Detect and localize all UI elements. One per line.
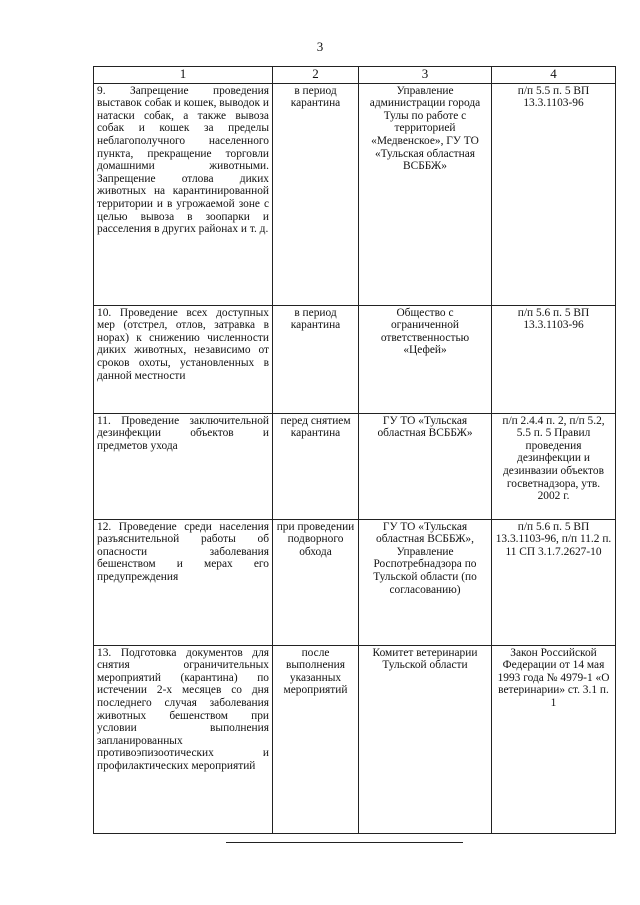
column-number: 2 [273, 67, 359, 84]
table-row [94, 413, 616, 519]
period-cell: после выполнения указанных мероприятий [273, 645, 359, 833]
responsible-cell: Управление администрации города Тулы по работе с территорией «Медвенское», ГУ ТО «Тульская областная ВСББЖ» [359, 83, 492, 305]
measure-cell: 13. Подготовка документов для снятия ограничительных мероприятий (карантина) по истечении 2-х месяцев со дня последнего случая заболевания животных бешенством при условии выполнения запланированных противоэпизоотических и профилактических мероприятий [94, 645, 273, 833]
measure-cell: 10. Проведение всех доступных мер (отстрел, отлов, затравка в норах) к снижению численности диких животных, независимо от сроков охоты, установленных в данной местности [94, 305, 273, 413]
period-cell: перед снятием карантина [273, 413, 359, 519]
responsible-cell: Общество с ограниченной ответственностью «Цефей» [359, 305, 492, 413]
column-number: 3 [359, 67, 492, 84]
closing-line [226, 842, 463, 843]
responsible-cell: ГУ ТО «Тульская областная ВСББЖ» [359, 413, 492, 519]
basis-cell: п/п 5.6 п. 5 ВП 13.3.1103-96 [492, 305, 616, 413]
table-row [94, 305, 616, 413]
period-cell: при проведении подворного обхода [273, 519, 359, 645]
basis-cell: Закон Российской Федерации от 14 мая 1993 года № 4979-1 «О ветеринарии» ст. 3.1 п. 1 [492, 645, 616, 833]
measure-cell: 11. Проведение заключительной дезинфекции объектов и предметов ухода [94, 413, 273, 519]
column-number: 4 [492, 67, 616, 84]
table-row [94, 83, 616, 305]
column-number-row [94, 67, 616, 84]
basis-cell: п/п 5.5 п. 5 ВП 13.3.1103-96 [492, 83, 616, 305]
period-cell: в период карантина [273, 305, 359, 413]
basis-cell: п/п 2.4.4 п. 2, п/п 5.2, 5.5 п. 5 Правил проведения дезинфекции и дезинвазии объектов госветнадзора, утв. 2002 г. [492, 413, 616, 519]
table-row [94, 645, 616, 833]
measure-cell: 12. Проведение среди населения разъяснительной работы об опасности заболевания бешенством и мерах его предупреждения [94, 519, 273, 645]
page-number: 3 [316, 39, 324, 54]
responsible-cell: ГУ ТО «Тульская областная ВСББЖ», Управление Роспотребнадзора по Тульской области (по согласованию) [359, 519, 492, 645]
responsible-cell: Комитет ветеринарии Тульской области [359, 645, 492, 833]
measures-table [93, 66, 616, 834]
measure-cell: 9. Запрещение проведения выставок собак и кошек, выводок и натаски собак, а также вывоза собак и кошек за пределы неблагополучного населенного пункта, прекращение торговли домашними животными. Запрещение отлова диких животных на карантинированной территории и в угрожаемой зоне с целью вывоза в зоопарки и расселения в других районах и т. д. [94, 83, 273, 305]
column-number: 1 [94, 67, 273, 84]
table-row [94, 519, 616, 645]
basis-cell: п/п 5.6 п. 5 ВП 13.3.1103-96, п/п 11.2 п. 11 СП 3.1.7.2627-10 [492, 519, 616, 645]
period-cell: в период карантина [273, 83, 359, 305]
